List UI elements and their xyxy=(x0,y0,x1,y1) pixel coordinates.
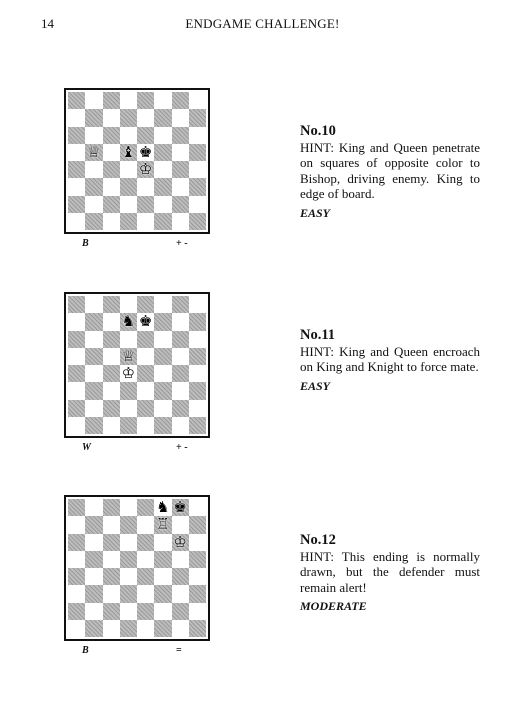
square-a6 xyxy=(68,331,85,348)
diagram-footer xyxy=(64,644,212,660)
side-to-move: B xyxy=(82,238,89,249)
square-e2 xyxy=(137,603,154,620)
square-h5 xyxy=(189,144,206,161)
square-h4 xyxy=(189,365,206,382)
side-to-move: W xyxy=(82,442,91,453)
square-d1 xyxy=(120,417,137,434)
square-e2 xyxy=(137,196,154,213)
puzzle-text-11 xyxy=(300,328,480,394)
square-d7 xyxy=(120,313,137,330)
square-f6 xyxy=(154,534,171,551)
square-c1 xyxy=(103,620,120,637)
square-d4 xyxy=(120,161,137,178)
square-b3 xyxy=(85,585,102,602)
square-e8 xyxy=(137,92,154,109)
evaluation-symbol: = xyxy=(176,645,182,656)
square-f1 xyxy=(154,620,171,637)
square-h2 xyxy=(189,196,206,213)
square-e7 xyxy=(137,109,154,126)
square-f5 xyxy=(154,551,171,568)
square-b4 xyxy=(85,568,102,585)
square-e7 xyxy=(137,313,154,330)
square-b8 xyxy=(85,499,102,516)
square-g2 xyxy=(172,196,189,213)
square-d6 xyxy=(120,331,137,348)
square-b8 xyxy=(85,296,102,313)
square-e8 xyxy=(137,296,154,313)
square-f3 xyxy=(154,178,171,195)
square-a2 xyxy=(68,196,85,213)
square-a2 xyxy=(68,400,85,417)
square-c5 xyxy=(103,348,120,365)
diagram-12 xyxy=(64,495,212,660)
square-d4 xyxy=(120,568,137,585)
square-b6 xyxy=(85,127,102,144)
square-d8 xyxy=(120,92,137,109)
square-f2 xyxy=(154,196,171,213)
diagram-footer xyxy=(64,441,212,457)
square-c5 xyxy=(103,144,120,161)
square-d5 xyxy=(120,348,137,365)
square-c6 xyxy=(103,127,120,144)
square-f4 xyxy=(154,161,171,178)
square-b4 xyxy=(85,161,102,178)
square-e6 xyxy=(137,127,154,144)
square-g3 xyxy=(172,178,189,195)
square-f3 xyxy=(154,585,171,602)
square-d4 xyxy=(120,365,137,382)
square-f7 xyxy=(154,516,171,533)
square-d6 xyxy=(120,534,137,551)
puzzle-number: No.12 xyxy=(300,532,336,548)
square-h1 xyxy=(189,213,206,230)
square-g8 xyxy=(172,92,189,109)
puzzle-number: No.10 xyxy=(300,123,336,139)
square-h1 xyxy=(189,417,206,434)
square-e7 xyxy=(137,516,154,533)
puzzle-text-12 xyxy=(300,533,480,615)
white-queen-icon: ♕ xyxy=(121,346,136,365)
square-g6 xyxy=(172,331,189,348)
square-e3 xyxy=(137,382,154,399)
puzzle-number: No.11 xyxy=(300,327,336,343)
square-f8 xyxy=(154,499,171,516)
square-h7 xyxy=(189,516,206,533)
square-a4 xyxy=(68,365,85,382)
square-g5 xyxy=(172,551,189,568)
square-h2 xyxy=(189,603,206,620)
square-e4 xyxy=(137,568,154,585)
square-c1 xyxy=(103,213,120,230)
square-a7 xyxy=(68,109,85,126)
square-d2 xyxy=(120,603,137,620)
white-king-icon: ♔ xyxy=(173,532,187,551)
chess-board xyxy=(64,292,210,438)
square-c7 xyxy=(103,109,120,126)
square-d1 xyxy=(120,620,137,637)
square-d2 xyxy=(120,196,137,213)
square-g6 xyxy=(172,127,189,144)
square-d3 xyxy=(120,382,137,399)
evaluation-symbol: + - xyxy=(176,442,188,453)
square-c6 xyxy=(103,534,120,551)
square-a8 xyxy=(68,499,85,516)
square-a4 xyxy=(68,161,85,178)
square-b6 xyxy=(85,331,102,348)
square-a3 xyxy=(68,585,85,602)
square-h6 xyxy=(189,331,206,348)
square-d7 xyxy=(120,516,137,533)
square-a1 xyxy=(68,417,85,434)
square-d5 xyxy=(120,551,137,568)
difficulty-label: MODERATE xyxy=(300,599,367,613)
square-g2 xyxy=(172,603,189,620)
square-b7 xyxy=(85,109,102,126)
black-king-icon: ♚ xyxy=(138,312,153,331)
square-c1 xyxy=(103,417,120,434)
square-b2 xyxy=(85,603,102,620)
square-a8 xyxy=(68,296,85,313)
square-e2 xyxy=(137,400,154,417)
square-c7 xyxy=(103,313,120,330)
square-f2 xyxy=(154,400,171,417)
square-e1 xyxy=(137,213,154,230)
square-h5 xyxy=(189,348,206,365)
square-g7 xyxy=(172,109,189,126)
square-g3 xyxy=(172,585,189,602)
square-c4 xyxy=(103,568,120,585)
square-h7 xyxy=(189,109,206,126)
square-d1 xyxy=(120,213,137,230)
square-f6 xyxy=(154,127,171,144)
square-f2 xyxy=(154,603,171,620)
square-a1 xyxy=(68,213,85,230)
square-g1 xyxy=(172,417,189,434)
square-b1 xyxy=(85,213,102,230)
square-g4 xyxy=(172,365,189,382)
square-a5 xyxy=(68,348,85,365)
square-h4 xyxy=(189,568,206,585)
black-bishop-icon: ♝ xyxy=(121,142,136,161)
difficulty-label: EASY xyxy=(300,378,331,393)
square-d8 xyxy=(120,499,137,516)
square-c6 xyxy=(103,331,120,348)
square-f1 xyxy=(154,417,171,434)
square-f5 xyxy=(154,348,171,365)
square-e5 xyxy=(137,551,154,568)
square-a7 xyxy=(68,313,85,330)
square-b1 xyxy=(85,417,102,434)
square-a7 xyxy=(68,516,85,533)
square-e6 xyxy=(137,331,154,348)
square-b5 xyxy=(85,348,102,365)
square-g7 xyxy=(172,516,189,533)
square-f8 xyxy=(154,92,171,109)
square-a8 xyxy=(68,92,85,109)
square-e1 xyxy=(137,620,154,637)
white-king-icon: ♔ xyxy=(138,160,153,179)
square-g8 xyxy=(172,296,189,313)
puzzle-hint: HINT: This ending is normally drawn, but the defender must remain alert! xyxy=(300,548,480,595)
square-b3 xyxy=(85,382,102,399)
square-h3 xyxy=(189,585,206,602)
square-h3 xyxy=(189,382,206,399)
square-e1 xyxy=(137,417,154,434)
black-knight-icon: ♞ xyxy=(156,498,170,517)
square-g4 xyxy=(172,568,189,585)
square-f4 xyxy=(154,568,171,585)
square-b5 xyxy=(85,551,102,568)
square-f7 xyxy=(154,109,171,126)
square-g6 xyxy=(172,534,189,551)
square-h5 xyxy=(189,551,206,568)
square-h8 xyxy=(189,499,206,516)
square-c3 xyxy=(103,178,120,195)
square-c5 xyxy=(103,551,120,568)
puzzle-hint: HINT: King and Queen encroach on King and Knight to force mate. xyxy=(300,343,480,374)
square-e3 xyxy=(137,178,154,195)
square-b2 xyxy=(85,400,102,417)
white-king-icon: ♔ xyxy=(121,364,136,383)
square-f7 xyxy=(154,313,171,330)
difficulty-label: EASY xyxy=(300,205,331,220)
chess-board xyxy=(64,495,210,641)
square-d3 xyxy=(120,585,137,602)
square-h1 xyxy=(189,620,206,637)
square-h6 xyxy=(189,534,206,551)
square-f8 xyxy=(154,296,171,313)
square-d3 xyxy=(120,178,137,195)
diagram-10 xyxy=(64,88,212,253)
square-a2 xyxy=(68,603,85,620)
square-c7 xyxy=(103,516,120,533)
black-king-icon: ♚ xyxy=(138,142,153,161)
black-king-icon: ♚ xyxy=(173,498,187,517)
square-b8 xyxy=(85,92,102,109)
square-f4 xyxy=(154,365,171,382)
square-b2 xyxy=(85,196,102,213)
running-head: ENDGAME CHALLENGE! xyxy=(185,16,340,31)
square-b6 xyxy=(85,534,102,551)
square-e4 xyxy=(137,365,154,382)
square-h3 xyxy=(189,178,206,195)
square-a4 xyxy=(68,568,85,585)
square-g3 xyxy=(172,382,189,399)
square-f1 xyxy=(154,213,171,230)
square-a6 xyxy=(68,127,85,144)
square-a6 xyxy=(68,534,85,551)
square-a3 xyxy=(68,178,85,195)
square-g8 xyxy=(172,499,189,516)
square-g5 xyxy=(172,348,189,365)
white-rook-icon: ♖ xyxy=(156,515,170,534)
page-number: 14 xyxy=(41,16,54,31)
square-g5 xyxy=(172,144,189,161)
square-f3 xyxy=(154,382,171,399)
square-g4 xyxy=(172,161,189,178)
square-c2 xyxy=(103,400,120,417)
square-g1 xyxy=(172,213,189,230)
square-c2 xyxy=(103,603,120,620)
square-e6 xyxy=(137,534,154,551)
square-b4 xyxy=(85,365,102,382)
square-b7 xyxy=(85,516,102,533)
black-knight-icon: ♞ xyxy=(121,312,136,331)
square-f5 xyxy=(154,144,171,161)
white-queen-icon: ♕ xyxy=(87,142,101,161)
square-h8 xyxy=(189,296,206,313)
puzzle-hint: HINT: King and Queen penetrate on squares of opposite color to Bishop, driving enemy. King to edge of board. xyxy=(300,139,480,201)
puzzle-text-10 xyxy=(300,124,480,221)
square-d2 xyxy=(120,400,137,417)
square-b1 xyxy=(85,620,102,637)
square-e4 xyxy=(137,161,154,178)
square-c2 xyxy=(103,196,120,213)
square-c8 xyxy=(103,92,120,109)
square-c3 xyxy=(103,382,120,399)
square-c8 xyxy=(103,296,120,313)
square-h7 xyxy=(189,313,206,330)
square-c8 xyxy=(103,499,120,516)
square-e8 xyxy=(137,499,154,516)
square-h6 xyxy=(189,127,206,144)
square-h8 xyxy=(189,92,206,109)
diagram-11 xyxy=(64,292,212,457)
square-d8 xyxy=(120,296,137,313)
chess-board xyxy=(64,88,210,234)
square-b5 xyxy=(85,144,102,161)
square-b3 xyxy=(85,178,102,195)
square-g1 xyxy=(172,620,189,637)
square-c4 xyxy=(103,365,120,382)
square-e5 xyxy=(137,348,154,365)
square-d5 xyxy=(120,144,137,161)
square-a1 xyxy=(68,620,85,637)
square-f6 xyxy=(154,331,171,348)
square-a3 xyxy=(68,382,85,399)
square-g2 xyxy=(172,400,189,417)
side-to-move: B xyxy=(82,645,89,656)
square-b7 xyxy=(85,313,102,330)
square-h4 xyxy=(189,161,206,178)
evaluation-symbol: + - xyxy=(176,238,188,249)
square-e5 xyxy=(137,144,154,161)
square-c3 xyxy=(103,585,120,602)
diagram-footer xyxy=(64,237,212,253)
square-h2 xyxy=(189,400,206,417)
square-a5 xyxy=(68,144,85,161)
square-d6 xyxy=(120,127,137,144)
square-g7 xyxy=(172,313,189,330)
square-d7 xyxy=(120,109,137,126)
square-c4 xyxy=(103,161,120,178)
square-e3 xyxy=(137,585,154,602)
square-a5 xyxy=(68,551,85,568)
